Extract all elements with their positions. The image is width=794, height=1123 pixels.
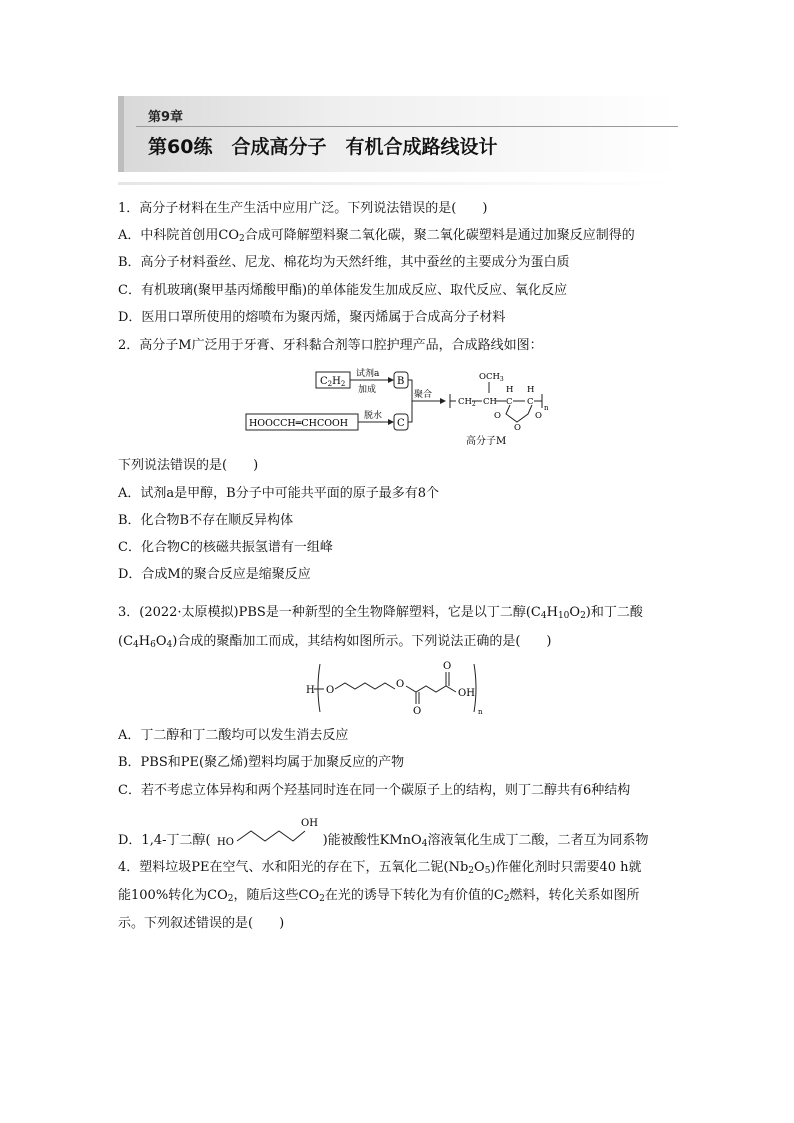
reagent-label: 试剂a [356,369,380,379]
pbs-o2-label: O [396,679,405,690]
q3-option-b: B．PBS和PE(聚乙烯)塑料均属于加聚反应的产物 [118,755,405,770]
maleic-acid-label: HOOCCH═CHCOOH [249,418,349,429]
arrow-head-c [388,419,394,425]
butanediol-chain [237,831,305,841]
q2-option-b: B．化合物B不存在顺反异构体 [118,513,294,528]
h1-label: H [506,385,514,395]
q2-stem: 2．高分子M广泛用于牙膏、牙科黏合剂等口腔护理产品，合成路线如图： [118,338,543,353]
q2-option-d: D．合成M的聚合反应是缩聚反应 [118,567,311,582]
c2-label: C [527,397,534,407]
q2-option-c: C．化合物C的核磁共振氢谱有一组峰 [118,540,333,555]
butanediol-oh-label: OH [300,818,318,829]
q3-pbs-structure-figure [300,656,500,718]
och3-label: $OCH_3$ [479,372,504,383]
q4-stem-line3: 示。下列叙述错误的是( ) [118,916,285,931]
q1-option-c: C．有机玻璃(聚甲基丙烯酸甲酯)的单体能发生加成反应、取代反应、氧化反应 [118,283,568,298]
page-title: 第60练 合成高分子 有机合成路线设计 [148,136,498,158]
q3-stem-line2: $(C_4H_6O_4)$合成的聚酯加工而成，其结构如图所示。下列说法正确的是( ) [118,634,552,650]
n-subscript: n [544,404,549,412]
q2-ask: 下列说法错误的是( ) [118,458,259,473]
q1-option-b: B．高分子材料蚕丝、尼龙、棉花均为天然纤维，其中蚕丝的主要成分为蛋白质 [118,255,570,270]
b-label: B [397,376,405,387]
join-bracket [408,380,412,422]
polymerize-label: 聚合 [414,390,433,400]
o-left-label: O [494,411,501,421]
pbs-chain-2 [406,686,456,692]
q3-stem-line1: 3．(2022·太原模拟)PBS是一种新型的全生物降解塑料，它是以丁二醇$(C_4H_{10}O_2)$和丁二酸 [118,605,643,621]
pbs-left-paren [318,664,320,712]
chapter-label: 第9章 [148,110,184,125]
butanediol-ho-label: HO [216,837,234,848]
left-bracket [450,394,456,408]
pbs-chain-1 [335,683,395,689]
pbs-n-label: n [478,708,483,716]
anhydride-ring [506,405,532,422]
header-underline [118,182,678,185]
c1-label: C [506,397,513,407]
q2-synthesis-route-figure [244,362,564,452]
pbs-o3-label: O [413,706,422,717]
h2-label: H [527,385,535,395]
ch2-label: $CH_2$ [458,397,476,408]
q1-option-a: A．中科院首创用$CO_2$合成可降解塑料聚二氧化碳，聚二氧化碳塑料是通过加聚反应制得的 [118,228,635,244]
chapter-header [118,96,678,192]
c2h2-label: $C_2H_2$ [320,376,346,388]
q4-stem-line1: 4．塑料垃圾PE在空气、水和阳光的存在下，五氧化二铌$(Nb_2O_5)$作催化剂时只需要40 h就 [118,860,642,876]
header-divider [136,126,678,127]
addition-label: 加成 [358,385,377,395]
pbs-o1-label: O [326,685,335,696]
c-label: C [397,418,405,429]
right-bracket [534,394,542,408]
o-ring-label: O [514,423,521,433]
header-accent-bar [118,96,124,172]
o-right-label: O [535,411,542,421]
q2-option-a: A．试剂a是甲醇，B分子中可能共平面的原子最多有8个 [118,486,439,501]
q1-option-d: D．医用口罩所使用的熔喷布为聚丙烯，聚丙烯属于合成高分子材料 [118,310,506,325]
pbs-h-label: H [306,685,315,696]
q1-stem: 1．高分子材料在生产生活中应用广泛。下列说法错误的是( ) [118,201,488,216]
q3-option-a: A．丁二醇和丁二酸均可以发生消去反应 [118,728,349,743]
butanediol-structure [211,818,323,849]
ch-label: CH [483,397,497,407]
pbs-o4-label: O [443,661,452,672]
arrow-head-polymer [440,398,446,404]
pbs-oh-label: OH [458,688,475,699]
q4-stem-line2: 能100%转化为$CO_2$，随后这些$CO_2$在光的诱导下转化为有价值的$C_2$燃料，转化关系如图所 [118,888,640,904]
polymer-m-caption: 高分子M [466,436,507,447]
q3-option-d: D．1,4-丁二醇( HO OH )能被酸性KMnO$_4$溶液氧化生成丁二酸，二者互为同系物 [118,818,649,849]
arrow-head-b [388,377,394,383]
q3-option-c: C．若不考虑立体异构和两个羟基同时连在同一个碳原子上的结构，则丁二醇共有6种结构 [118,783,631,798]
dehydrate-label: 脱水 [364,411,383,421]
